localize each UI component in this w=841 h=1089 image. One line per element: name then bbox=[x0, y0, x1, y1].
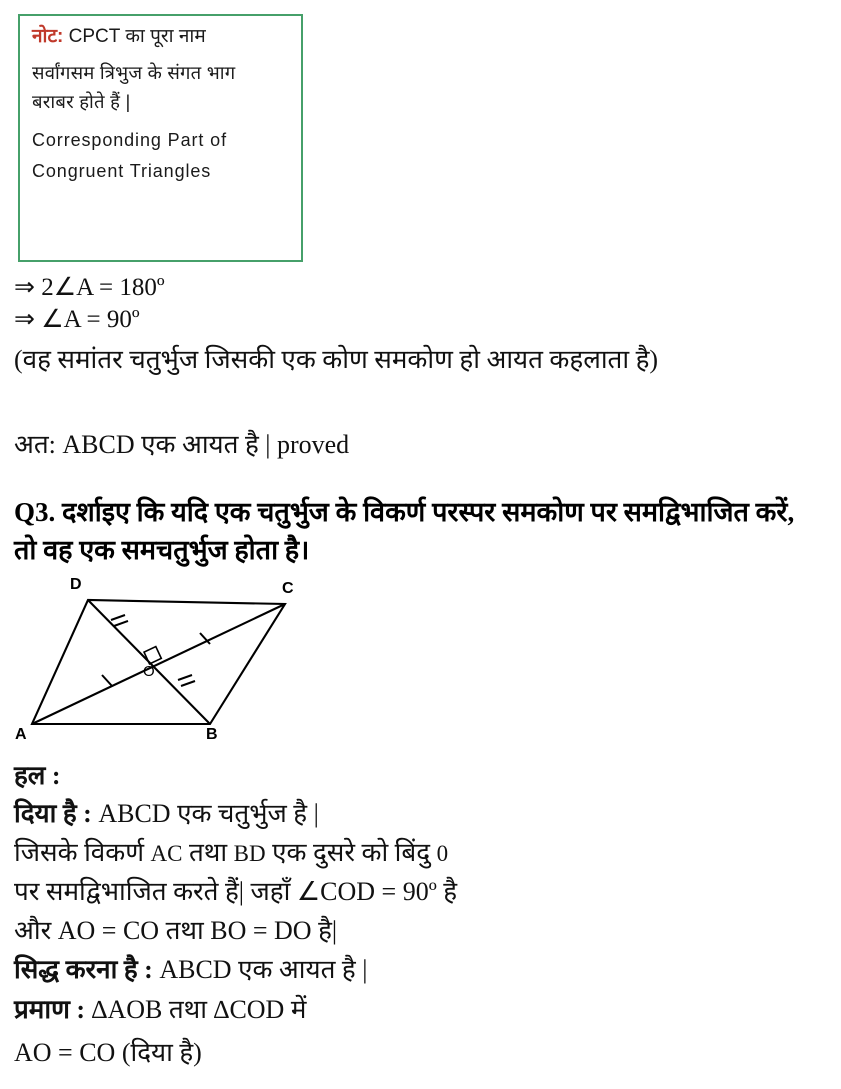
figure-vertex-d: D bbox=[70, 576, 82, 593]
proof-postposition: में bbox=[290, 995, 307, 1024]
solution-line-5 bbox=[14, 911, 337, 947]
proof-line-1: ⇒ 2∠A = 180º bbox=[14, 274, 165, 301]
diagonal-ac: AC bbox=[150, 841, 183, 866]
proof-step-1-reason: (दिया है) bbox=[121, 1038, 202, 1067]
given-text: ABCD एक चतुर्भुज है | bbox=[98, 799, 319, 828]
figure-center-o: O bbox=[143, 663, 155, 680]
proof-line-3: (वह समांतर चतुर्भुज जिसकी एक कोण समकोण हो आयत कहलाता है) bbox=[14, 345, 659, 374]
angle-cod: ∠COD = 90º bbox=[296, 877, 437, 906]
note-line-4: Corresponding Part of bbox=[32, 130, 227, 151]
quadrilateral-figure bbox=[10, 576, 320, 756]
solution-line-4-a: पर समद्विभाजित करते हैं| जहाँ bbox=[14, 877, 291, 906]
proof-step-1-equation: AO = CO bbox=[14, 1038, 116, 1067]
triangle-aob: ∆AOB bbox=[91, 995, 163, 1024]
note-line-1-text: CPCT का पूरा नाम bbox=[68, 26, 206, 47]
proof-line-2: ⇒ ∠A = 90º bbox=[14, 306, 140, 333]
figure-vertex-a: A bbox=[15, 726, 27, 743]
note-line-1 bbox=[32, 26, 289, 48]
solution-line-5-b: तथा bbox=[165, 916, 204, 945]
to-prove-line bbox=[14, 950, 367, 986]
solution-line-5-a: और bbox=[14, 916, 52, 945]
note-label: नोट: bbox=[32, 26, 64, 47]
figure-vertex-b: B bbox=[206, 726, 218, 743]
solution-heading: हल : bbox=[14, 761, 61, 790]
proof-conjunction: तथा bbox=[168, 995, 208, 1024]
figure-svg bbox=[10, 576, 320, 756]
note-line-2: सर्वांगसम त्रिभुज के संगत भाग bbox=[32, 61, 236, 83]
equation-ao-co: AO = CO bbox=[57, 916, 160, 945]
note-line-3: बराबर होते हैं | bbox=[32, 91, 131, 113]
solution-line-5-c: है| bbox=[318, 916, 338, 945]
proof-label: प्रमाण : bbox=[14, 995, 86, 1024]
to-prove-text: ABCD एक आयत है | bbox=[159, 955, 368, 984]
question-heading bbox=[14, 493, 814, 570]
point-o: 0 bbox=[436, 841, 449, 866]
proof-step-1 bbox=[14, 1033, 202, 1069]
figure-vertex-c: C bbox=[282, 580, 294, 597]
to-prove-label: सिद्ध करना है : bbox=[14, 955, 153, 984]
equation-bo-do: BO = DO bbox=[210, 916, 312, 945]
solution-line-4-b: है bbox=[443, 877, 458, 906]
question-text: दर्शाइए कि यदि एक चतुर्भुज के विकर्ण परस्पर समकोण पर समद्विभाजित करें, तो वह एक समचतुर्भुज होता है। bbox=[14, 497, 795, 566]
proof-line-4 bbox=[14, 425, 349, 461]
triangle-cod: ∆COD bbox=[213, 995, 285, 1024]
proof-line-4-proved: proved bbox=[276, 430, 350, 459]
diagonal-bd: BD bbox=[233, 841, 266, 866]
note-line-5: Congruent Triangles bbox=[32, 161, 212, 182]
question-number: Q3. bbox=[14, 497, 56, 527]
solution-line-3 bbox=[14, 833, 448, 869]
proof-line bbox=[14, 990, 306, 1026]
given-line bbox=[14, 794, 319, 830]
solution-line-3-a: जिसके विकर्ण bbox=[14, 838, 145, 867]
solution-line-3-c: एक दुसरे को बिंदु bbox=[272, 838, 431, 867]
solution-line-4 bbox=[14, 872, 457, 908]
note-box bbox=[18, 14, 303, 262]
solution-line-3-b: तथा bbox=[188, 838, 228, 867]
given-label: दिया है : bbox=[14, 799, 92, 828]
proof-line-4-hindi: अत: ABCD एक आयत है | bbox=[14, 430, 271, 459]
